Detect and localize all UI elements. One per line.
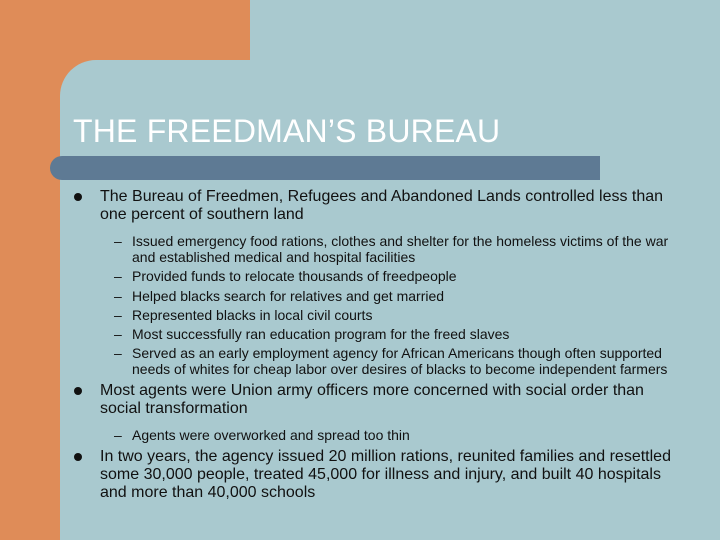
dash-icon: – bbox=[114, 326, 122, 343]
sub-bullet-text: Represented blacks in local civil courts bbox=[132, 306, 373, 323]
bullet-dot-icon bbox=[74, 193, 82, 201]
bullet-text: In two years, the agency issued 20 million rations, reunited families and resettled some 30,000 people, treated 45,000 for illness and injury, and built 40 hospitals and more than 40,000 schools bbox=[100, 448, 671, 502]
sub-bullet-item bbox=[114, 326, 684, 342]
sub-bullet-text: Issued emergency food rations, clothes and shelter for the homeless victims of the war and established medical and hospital facilities bbox=[132, 233, 669, 265]
bullet-dot-icon bbox=[74, 387, 82, 395]
sub-bullet-text: Provided funds to relocate thousands of freedpeople bbox=[132, 268, 457, 285]
bullet-text: Most agents were Union army officers more concerned with social order than social transformation bbox=[100, 382, 644, 418]
bullet-two-years bbox=[74, 448, 684, 502]
dash-icon: – bbox=[114, 306, 122, 323]
sub-bullet-text: Agents were overworked and spread too thin bbox=[132, 427, 410, 444]
dash-icon: – bbox=[114, 268, 122, 285]
title-underline-bar bbox=[50, 156, 600, 180]
dash-icon: – bbox=[114, 345, 122, 362]
sub-bullet-item bbox=[114, 268, 684, 284]
slide-title: THE FREEDMAN’S BUREAU bbox=[73, 113, 501, 149]
sub-bullet-item bbox=[114, 345, 684, 377]
sub-bullet-item bbox=[114, 427, 684, 443]
sub-bullet-list bbox=[74, 427, 684, 443]
sub-bullet-item bbox=[114, 307, 684, 323]
dash-icon: – bbox=[114, 233, 122, 249]
bullet-bureau-land bbox=[74, 188, 684, 224]
sub-bullet-text: Served as an early employment agency for African Americans though often supported needs of whites for cheap labor over desires of blacks to become independent farmers bbox=[132, 345, 668, 378]
sub-bullet-list bbox=[74, 233, 684, 377]
sub-bullet-text: Helped blacks search for relatives and get married bbox=[132, 287, 445, 304]
bullet-text: The Bureau of Freedmen, Refugees and Abandoned Lands controlled less than one percent of southern land bbox=[100, 188, 664, 223]
bullet-union-officers bbox=[74, 382, 684, 418]
sub-bullet-text: Most successfully ran education program for the freed slaves bbox=[132, 326, 510, 343]
sub-bullet-item bbox=[114, 288, 684, 304]
sub-bullet-item bbox=[114, 233, 684, 265]
dash-icon: – bbox=[114, 287, 122, 304]
dash-icon: – bbox=[114, 427, 122, 444]
bullet-dot-icon bbox=[74, 453, 82, 461]
slide-content bbox=[74, 188, 684, 502]
